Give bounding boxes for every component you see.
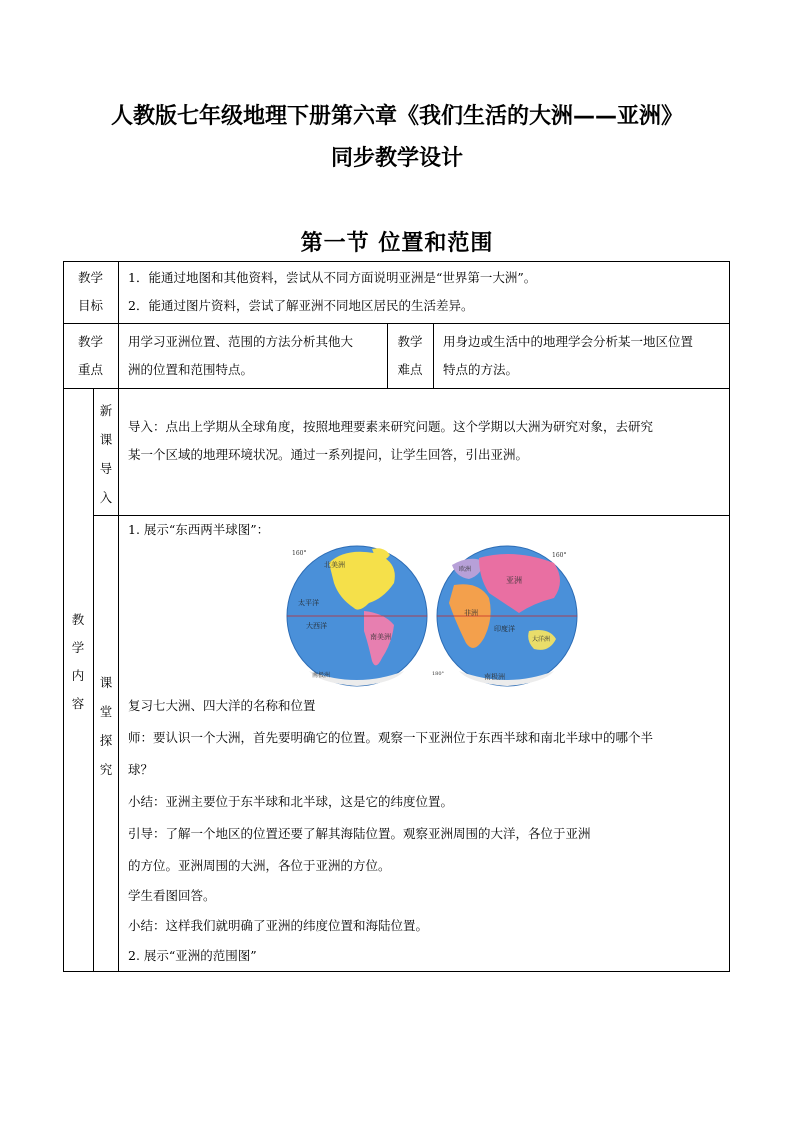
map-label-pacific: 太平洋 bbox=[298, 599, 319, 607]
explore-line-3: 师：要认识一个大洲，首先要明确它的位置。观察一下亚洲位于东西半球和南北半球中的哪个半 bbox=[128, 730, 654, 745]
map-label-indian: 印度洋 bbox=[494, 625, 515, 633]
explore-line-5: 小结：亚洲主要位于东半球和北半球，这是它的纬度位置。 bbox=[128, 794, 454, 809]
intro-text-2: 某一个区域的地理环境状况。通过一系列提问，让学生回答，引出亚洲。 bbox=[128, 447, 529, 462]
map-label-160-w: 160° bbox=[292, 550, 307, 557]
diff-text-1: 用身边或生活中的地理学会分析某一地区位置 bbox=[443, 334, 694, 349]
diff-text-2: 特点的方法。 bbox=[443, 362, 519, 377]
key-label-2: 重点 bbox=[77, 362, 103, 377]
map-label-s-america: 南美洲 bbox=[370, 633, 391, 641]
diff-label-1: 教学 bbox=[397, 334, 423, 349]
section-title: 第一节 位置和范围 bbox=[300, 230, 494, 256]
explore-label: 课 堂 探 究 bbox=[99, 675, 113, 777]
explore-line-7: 的方位。亚洲周围的大洲，各位于亚洲的方位。 bbox=[128, 858, 391, 873]
explore-line-8: 学生看图回答。 bbox=[128, 888, 216, 903]
col-divider bbox=[118, 388, 119, 972]
col-divider bbox=[93, 388, 94, 972]
map-label-n-america: 北美洲 bbox=[324, 561, 345, 569]
map-label-oceania: 大洋洲 bbox=[532, 636, 551, 643]
map-label-160-e: 160° bbox=[552, 552, 567, 559]
explore-line-4: 球？ bbox=[128, 762, 154, 777]
doc-title-line2: 同步教学设计 bbox=[330, 146, 463, 171]
key-label-1: 教学 bbox=[77, 334, 103, 349]
key-text-2: 洲的位置和范围特点。 bbox=[128, 362, 254, 377]
content-label: 教 学 内 容 bbox=[71, 612, 85, 711]
map-label-asia: 亚洲 bbox=[506, 576, 522, 585]
explore-line-9: 小结：这样我们就明确了亚洲的纬度位置和海陆位置。 bbox=[128, 918, 429, 933]
col-divider bbox=[433, 323, 434, 388]
map-label-antarctica-e: 南极洲 bbox=[484, 673, 505, 681]
explore-line-1: 1. 展示“东西两半球图”： bbox=[128, 522, 270, 537]
row-divider bbox=[63, 388, 730, 389]
goals-label-2: 目标 bbox=[77, 298, 103, 313]
intro-label: 新 课 导 入 bbox=[99, 403, 113, 505]
hemisphere-map bbox=[284, 543, 580, 689]
col-divider bbox=[118, 261, 119, 388]
key-text-1: 用学习亚洲位置、范围的方法分析其他大 bbox=[128, 334, 354, 349]
map-label-africa: 非洲 bbox=[464, 609, 478, 617]
goal-2: 2．能通过图片资料，尝试了解亚洲不同地区居民的生活差异。 bbox=[128, 298, 474, 313]
map-label-atlantic: 大西洋 bbox=[306, 622, 327, 630]
explore-line-6: 引导：了解一个地区的位置还要了解其海陆位置。观察亚洲周围的大洋，各位于亚洲 bbox=[128, 826, 591, 841]
diff-label-2: 难点 bbox=[397, 362, 423, 377]
map-label-180: 180° bbox=[432, 671, 445, 677]
doc-title-line1: 人教版七年级地理下册第六章《我们生活的大洲——亚洲》 bbox=[110, 104, 683, 129]
row-divider bbox=[63, 323, 730, 324]
goal-1: 1．能通过地图和其他资料，尝试从不同方面说明亚洲是“世界第一大洲”。 bbox=[128, 270, 537, 285]
explore-line-2: 复习七大洲、四大洋的名称和位置 bbox=[128, 698, 316, 713]
map-label-europe: 欧洲 bbox=[459, 566, 472, 573]
goals-label-1: 教学 bbox=[77, 270, 103, 285]
intro-text-1: 导入：点出上学期从全球角度，按照地理要素来研究问题。这个学期以大洲为研究对象，去研究 bbox=[128, 419, 654, 434]
explore-line-10: 2. 展示“亚洲的范围图” bbox=[128, 948, 257, 963]
map-label-antarctica-w: 南极洲 bbox=[312, 672, 331, 679]
